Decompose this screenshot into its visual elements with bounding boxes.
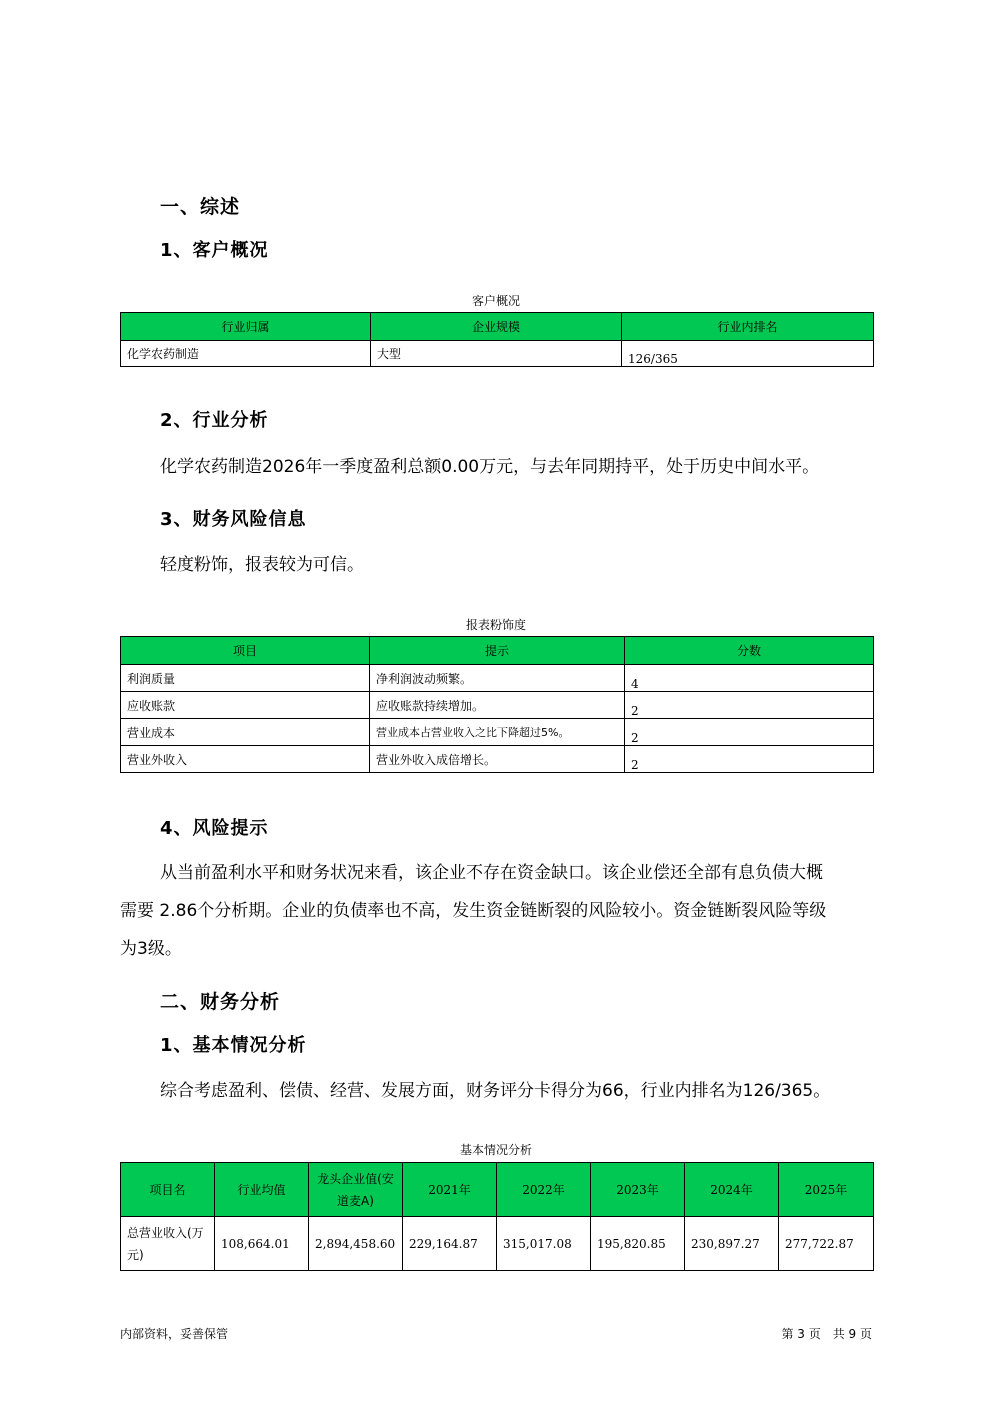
table-header-cell: 2024年 — [685, 1163, 779, 1217]
table-cell: 营业外收入成倍增长。 — [370, 746, 625, 773]
table-row — [121, 692, 874, 719]
table-cell: 营业外收入 — [121, 746, 370, 773]
table-cell: 108,664.01 — [215, 1217, 309, 1271]
table-header-cell: 分数 — [625, 637, 874, 665]
embellish-table — [120, 636, 874, 773]
subsection-title-customer: 1、客户概况 — [160, 240, 269, 261]
table-header-cell: 企业规模 — [371, 313, 622, 341]
table-row — [121, 719, 874, 746]
table-header-cell: 行业均值 — [215, 1163, 309, 1217]
table-cell: 化学农药制造 — [121, 341, 371, 367]
table-cell: 应收账款 — [121, 692, 370, 719]
table-cell: 195,820.85 — [591, 1217, 685, 1271]
subsection-title-risk-info: 3、财务风险信息 — [160, 509, 307, 530]
table-header-cell: 2022年 — [497, 1163, 591, 1217]
subsection-title-risk-tips: 4、风险提示 — [160, 818, 269, 839]
table-row — [121, 1217, 874, 1271]
section-title-financial: 二、财务分析 — [160, 991, 281, 1013]
table-header-cell: 龙头企业值(安道麦A) — [309, 1163, 403, 1217]
basic-table — [120, 1162, 874, 1271]
table-header-cell: 2025年 — [779, 1163, 874, 1217]
table-cell: 净利润波动频繁。 — [370, 665, 625, 692]
table-header-cell: 2021年 — [403, 1163, 497, 1217]
table-cell: 2 — [625, 746, 874, 773]
table-header-cell: 项目名 — [121, 1163, 215, 1217]
table-cell: 126/365 — [622, 341, 874, 367]
risk-tips-line-1: 从当前盈利水平和财务状况来看，该企业不存在资金缺口。该企业偿还全部有息负债大概 — [160, 863, 823, 883]
risk-tips-line-2: 需要 2.86个分析期。企业的负债率也不高，发生资金链断裂的风险较小。资金链断裂风险等级 — [120, 901, 827, 921]
table-cell: 利润质量 — [121, 665, 370, 692]
basic-analysis-text: 综合考虑盈利、偿债、经营、发展方面，财务评分卡得分为66，行业内排名为126/365。 — [160, 1081, 831, 1101]
subsection-title-basic: 1、基本情况分析 — [160, 1035, 307, 1056]
table-cell: 277,722.87 — [779, 1217, 874, 1271]
table-caption-overview: 客户概况 — [471, 294, 520, 308]
risk-tips-line-3: 为3级。 — [120, 939, 182, 959]
table-header-cell: 提示 — [370, 637, 625, 665]
table-cell: 230,897.27 — [685, 1217, 779, 1271]
table-caption-embellish: 报表粉饰度 — [465, 618, 526, 632]
section-title-overview: 一、综述 — [160, 196, 241, 218]
table-cell: 4 — [625, 665, 874, 692]
table-cell: 2 — [625, 719, 874, 746]
footer-confidential: 内部资料，妥善保管 — [120, 1327, 229, 1341]
table-header-cell: 2023年 — [591, 1163, 685, 1217]
table-header-cell: 行业内排名 — [622, 313, 874, 341]
table-header-cell: 行业归属 — [121, 313, 371, 341]
table-cell: 229,164.87 — [403, 1217, 497, 1271]
subsection-title-industry: 2、行业分析 — [160, 410, 269, 431]
table-cell: 总营业收入(万元) — [121, 1217, 215, 1271]
table-cell: 应收账款持续增加。 — [370, 692, 625, 719]
overview-table — [120, 312, 874, 367]
footer-page-number: 第 3 页 共 9 页 — [781, 1327, 872, 1341]
industry-analysis-text: 化学农药制造2026年一季度盈利总额0.00万元，与去年同期持平，处于历史中间水平。 — [160, 457, 820, 477]
table-cell: 大型 — [371, 341, 622, 367]
table-cell: 营业成本占营业收入之比下降超过5%。 — [370, 719, 625, 746]
table-cell: 营业成本 — [121, 719, 370, 746]
table-row — [121, 746, 874, 773]
table-cell: 2 — [625, 692, 874, 719]
table-cell: 315,017.08 — [497, 1217, 591, 1271]
table-caption-basic: 基本情况分析 — [459, 1143, 532, 1157]
risk-info-text: 轻度粉饰，报表较为可信。 — [160, 555, 364, 575]
table-cell: 2,894,458.60 — [309, 1217, 403, 1271]
table-header-cell: 项目 — [121, 637, 370, 665]
table-row — [121, 665, 874, 692]
